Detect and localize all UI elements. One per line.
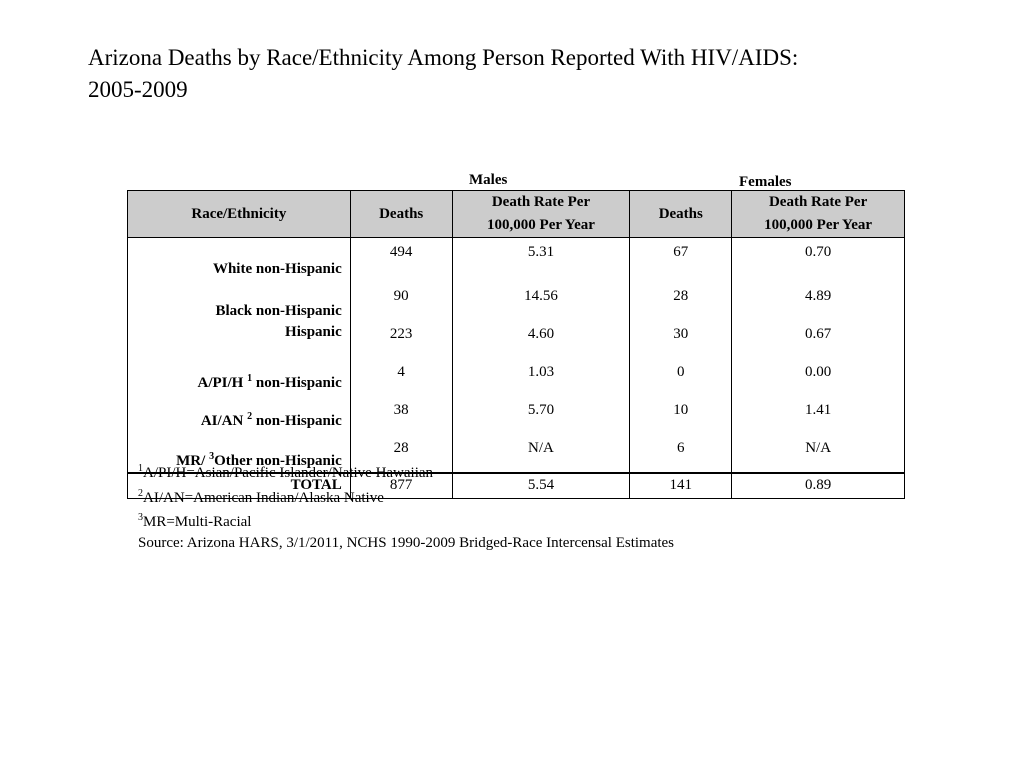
male-deaths-cell: 38 [350,396,452,434]
table-row [128,238,905,282]
header-race-ethnicity: Race/Ethnicity [128,191,351,238]
male-rate-cell: 14.56 [452,282,630,320]
total-female-deaths: 141 [630,473,732,499]
female-rate-cell: 1.41 [732,396,905,434]
table-row [128,396,905,434]
male-deaths-cell: 28 [350,434,452,473]
male-rate-cell: 5.70 [452,396,630,434]
page-title [88,42,948,106]
male-rate-cell: 5.31 [452,238,630,282]
row-label: Hispanic [128,320,351,358]
total-male-rate: 5.54 [452,473,630,499]
male-deaths-cell: 4 [350,358,452,396]
female-deaths-cell: 6 [630,434,732,473]
total-female-rate: 0.89 [732,473,905,499]
female-deaths-cell: 10 [630,396,732,434]
female-deaths-cell: 30 [630,320,732,358]
total-label: TOTAL [128,473,351,499]
row-label: AI/AN $^2$ non-Hispanic [128,396,351,434]
female-rate-cell: 0.67 [732,320,905,358]
footnote: $^2$AI/AN=American Indian/Alaska Native [138,487,384,506]
table-row [128,358,905,396]
footnote: $^3$MR=Multi-Racial [138,512,252,530]
female-deaths-cell: 28 [630,282,732,320]
row-label: Black non-Hispanic [128,282,351,320]
female-deaths-cell: 67 [630,238,732,282]
header-male-deaths: Deaths [350,191,452,238]
row-label: A/PI/H $^1$ non-Hispanic [128,358,351,396]
male-rate-cell: 1.03 [452,358,630,396]
deaths-table [127,190,905,499]
footnotes [138,459,674,553]
row-label: MR/ $^3$Other non-Hispanic [128,434,351,473]
header-female-death-rate: Death Rate Per 100,000 Per Year [732,191,905,238]
header-male-death-rate: Death Rate Per 100,000 Per Year [452,191,630,238]
female-rate-cell: 0.00 [732,358,905,396]
female-rate-cell: 4.89 [732,282,905,320]
male-rate-cell: N/A [452,434,630,473]
table-row [128,320,905,358]
male-deaths-cell: 494 [350,238,452,282]
male-rate-cell: 4.60 [452,320,630,358]
table-row [128,282,905,320]
female-rate-cell: N/A [732,434,905,473]
title-line-2: 2005-2009 [88,77,188,102]
male-deaths-cell: 90 [350,282,452,320]
females-group-label: Females [739,174,792,190]
header-row [128,191,905,238]
total-male-deaths: 877 [350,473,452,499]
source-note: Source: Arizona HARS, 3/1/2011, NCHS 1990-2009 Bridged-Race Intercensal Estimates [138,534,675,551]
title-line-1: Arizona Deaths by Race/Ethnicity Among Person Reported With HIV/AIDS: [88,45,799,70]
footnote: $^1$A/PI/H=Asian/Pacific Islander/Native Hawaiian [138,463,434,481]
female-deaths-cell: 0 [630,358,732,396]
female-rate-cell: 0.70 [732,238,905,282]
male-deaths-cell: 223 [350,320,452,358]
males-group-label: Males [469,172,508,188]
header-female-deaths: Deaths [630,191,732,238]
row-label: White non-Hispanic [128,238,351,282]
